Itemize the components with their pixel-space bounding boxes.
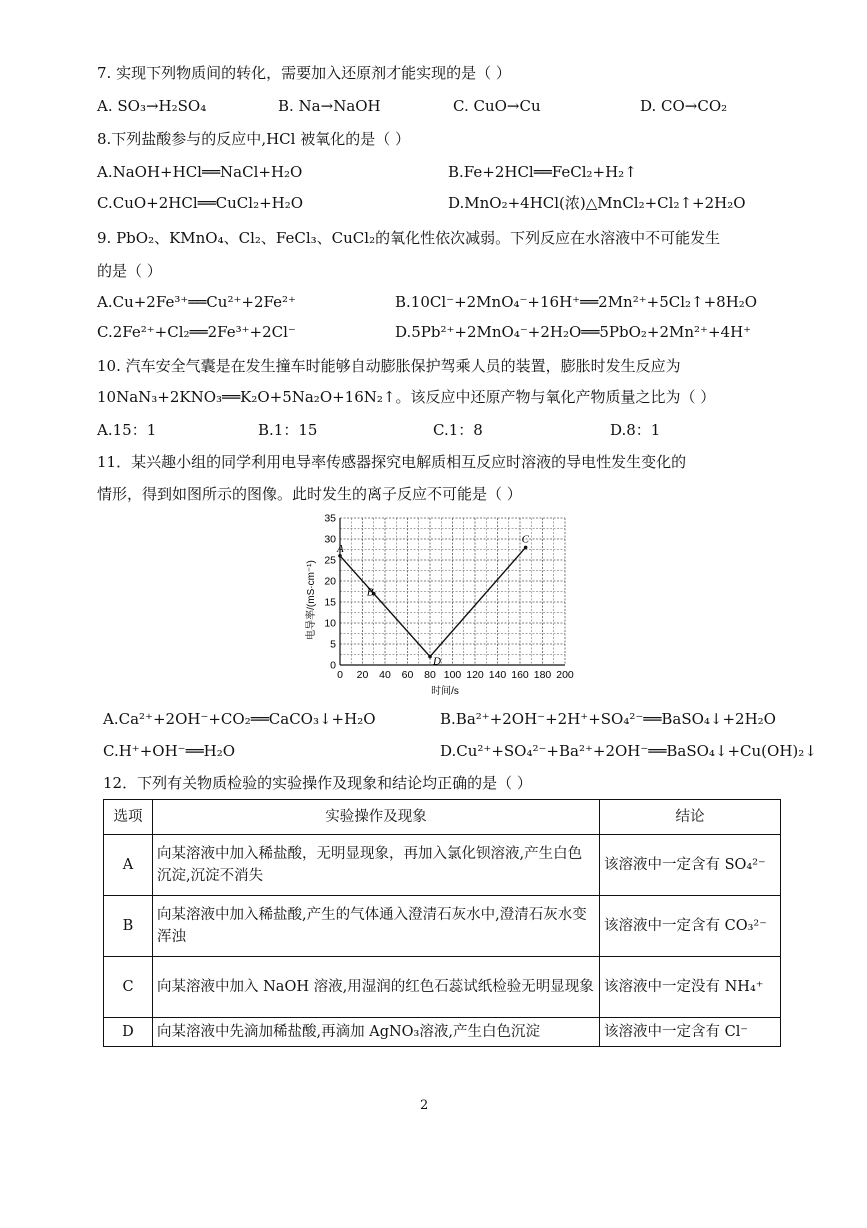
y-tick-label: 5 bbox=[330, 638, 336, 651]
x-axis-label: 时间/s bbox=[431, 686, 459, 697]
x-tick-label: 80 bbox=[424, 669, 436, 681]
chart-grid bbox=[340, 518, 565, 665]
row-option: C bbox=[104, 957, 153, 1018]
q12-table bbox=[103, 799, 781, 1047]
row-operation: 向某溶液中加入 NaOH 溶液,用湿润的红色石蕊试纸检验无明显现象 bbox=[153, 957, 600, 1018]
y-tick-label: 10 bbox=[324, 617, 336, 630]
table-header-row bbox=[104, 800, 781, 835]
q7-option-a: A. SO₃→H₂SO₄ bbox=[97, 97, 207, 115]
chart-ticks bbox=[324, 513, 574, 682]
q11-stem-line2: 情形，得到如图所示的图像。此时发生的离子反应不可能是（ ） bbox=[97, 485, 522, 503]
row-conclusion: 该溶液中一定含有 CO₃²⁻ bbox=[600, 896, 781, 957]
row-conclusion: 该溶液中一定含有 SO₄²⁻ bbox=[600, 835, 781, 896]
q11-option-a: A.Ca²⁺+2OH⁻+CO₂══CaCO₃↓+H₂O bbox=[103, 710, 376, 728]
header-option: 选项 bbox=[104, 800, 153, 835]
row-conclusion: 该溶液中一定没有 NH₄⁺ bbox=[600, 957, 781, 1018]
q10-option-d: D.8：1 bbox=[610, 421, 661, 439]
q9-option-a: A.Cu+2Fe³⁺══Cu²⁺+2Fe²⁺ bbox=[97, 293, 296, 311]
row-option: A bbox=[104, 835, 153, 896]
y-tick-label: 0 bbox=[330, 659, 336, 672]
q7-stem: 7. 实现下列物质间的转化，需要加入还原剂才能实现的是（ ） bbox=[97, 64, 511, 82]
x-tick-label: 140 bbox=[488, 669, 507, 681]
point-label-A: A bbox=[337, 542, 344, 555]
q7-option-c: C. CuO→Cu bbox=[453, 97, 541, 115]
q9-stem-line1: 9. PbO₂、KMnO₄、Cl₂、FeCl₃、CuCl₂的氧化性依次减弱。下列反应在水溶液中不可能发生 bbox=[97, 229, 721, 247]
q10-option-c: C.1：8 bbox=[433, 421, 483, 439]
row-operation: 向某溶液中加入稀盐酸，无明显现象，再加入氯化钡溶液,产生白色沉淀,沉淀不消失 bbox=[153, 835, 600, 896]
q11-option-c: C.H⁺+OH⁻══H₂O bbox=[103, 742, 236, 760]
point-label-D: D bbox=[433, 655, 441, 668]
x-tick-label: 0 bbox=[337, 669, 343, 681]
data-point-C bbox=[524, 546, 528, 550]
row-operation: 向某溶液中先滴加稀盐酸,再滴加 AgNO₃溶液,产生白色沉淀 bbox=[153, 1018, 600, 1047]
chart-series bbox=[336, 533, 530, 667]
x-tick-label: 180 bbox=[533, 669, 552, 681]
q10-stem-line1: 10. 汽车安全气囊是在发生撞车时能够自动膨胀保护驾乘人员的装置，膨胀时发生反应为 bbox=[97, 357, 681, 375]
q9-option-d: D.5Pb²⁺+2MnO₄⁻+2H₂O══5PbO₂+2Mn²⁺+4H⁺ bbox=[395, 323, 752, 341]
q11-stem-line1: 11．某兴趣小组的同学利用电导率传感器探究电解质相互反应时溶液的导电性发生变化的 bbox=[97, 453, 687, 471]
q11-option-d: D.Cu²⁺+SO₄²⁻+Ba²⁺+2OH⁻══BaSO₄↓+Cu(OH)₂↓ bbox=[440, 742, 817, 760]
y-tick-label: 15 bbox=[324, 596, 336, 609]
table-row bbox=[104, 1018, 781, 1047]
y-tick-label: 20 bbox=[324, 575, 336, 588]
q10-option-a: A.15：1 bbox=[97, 421, 157, 439]
point-label-C: C bbox=[521, 533, 529, 546]
q8-option-d: D.MnO₂+4HCl(浓)△MnCl₂+Cl₂↑+2H₂O bbox=[448, 194, 746, 212]
q12-stem: 12．下列有关物质检验的实验操作及现象和结论均正确的是（ ） bbox=[103, 774, 532, 792]
y-tick-label: 35 bbox=[324, 512, 336, 525]
row-conclusion: 该溶液中一定含有 Cl⁻ bbox=[600, 1018, 781, 1047]
q10-stem-line2: 10NaN₃+2KNO₃══K₂O+5Na₂O+16N₂↑。该反应中还原产物与氧化产物质量之比为（ ） bbox=[97, 388, 716, 406]
q11-option-b: B.Ba²⁺+2OH⁻+2H⁺+SO₄²⁻══BaSO₄↓+2H₂O bbox=[440, 710, 776, 728]
q10-option-b: B.1：15 bbox=[258, 421, 318, 439]
y-axis-label: 电导率/(mS·cm⁻¹) bbox=[306, 560, 317, 640]
x-tick-label: 60 bbox=[401, 669, 414, 681]
conductivity-chart bbox=[300, 510, 580, 700]
table-row bbox=[104, 896, 781, 957]
x-tick-label: 100 bbox=[443, 669, 462, 681]
header-conclusion: 结论 bbox=[600, 800, 781, 835]
x-tick-label: 200 bbox=[556, 669, 574, 681]
table-row bbox=[104, 957, 781, 1018]
q7-option-d: D. CO→CO₂ bbox=[640, 97, 728, 115]
point-label-B: B bbox=[366, 586, 374, 599]
data-point-D bbox=[428, 655, 432, 659]
q9-option-c: C.2Fe²⁺+Cl₂══2Fe³⁺+2Cl⁻ bbox=[97, 323, 296, 341]
row-option: D bbox=[104, 1018, 153, 1047]
q9-option-b: B.10Cl⁻+2MnO₄⁻+16H⁺══2Mn²⁺+5Cl₂↑+8H₂O bbox=[395, 293, 758, 311]
table-row bbox=[104, 835, 781, 896]
x-tick-label: 20 bbox=[356, 669, 369, 681]
q9-stem-line2: 的是（ ） bbox=[97, 262, 162, 280]
q8-stem: 8.下列盐酸参与的反应中,HCl 被氧化的是（ ） bbox=[97, 130, 410, 148]
y-tick-label: 25 bbox=[324, 554, 336, 567]
q8-option-c: C.CuO+2HCl══CuCl₂+H₂O bbox=[97, 194, 304, 212]
q8-option-a: A.NaOH+HCl══NaCl+H₂O bbox=[97, 163, 303, 181]
row-option: B bbox=[104, 896, 153, 957]
q7-option-b: B. Na→NaOH bbox=[278, 97, 381, 115]
y-tick-label: 30 bbox=[324, 533, 336, 546]
x-tick-label: 160 bbox=[511, 669, 529, 681]
row-operation: 向某溶液中加入稀盐酸,产生的气体通入澄清石灰水中,澄清石灰水变浑浊 bbox=[153, 896, 600, 957]
q8-option-b: B.Fe+2HCl══FeCl₂+H₂↑ bbox=[448, 163, 637, 181]
header-operation: 实验操作及现象 bbox=[153, 800, 600, 835]
x-tick-label: 120 bbox=[466, 669, 484, 681]
x-tick-label: 40 bbox=[379, 669, 391, 681]
page-number: 2 bbox=[420, 1098, 429, 1113]
